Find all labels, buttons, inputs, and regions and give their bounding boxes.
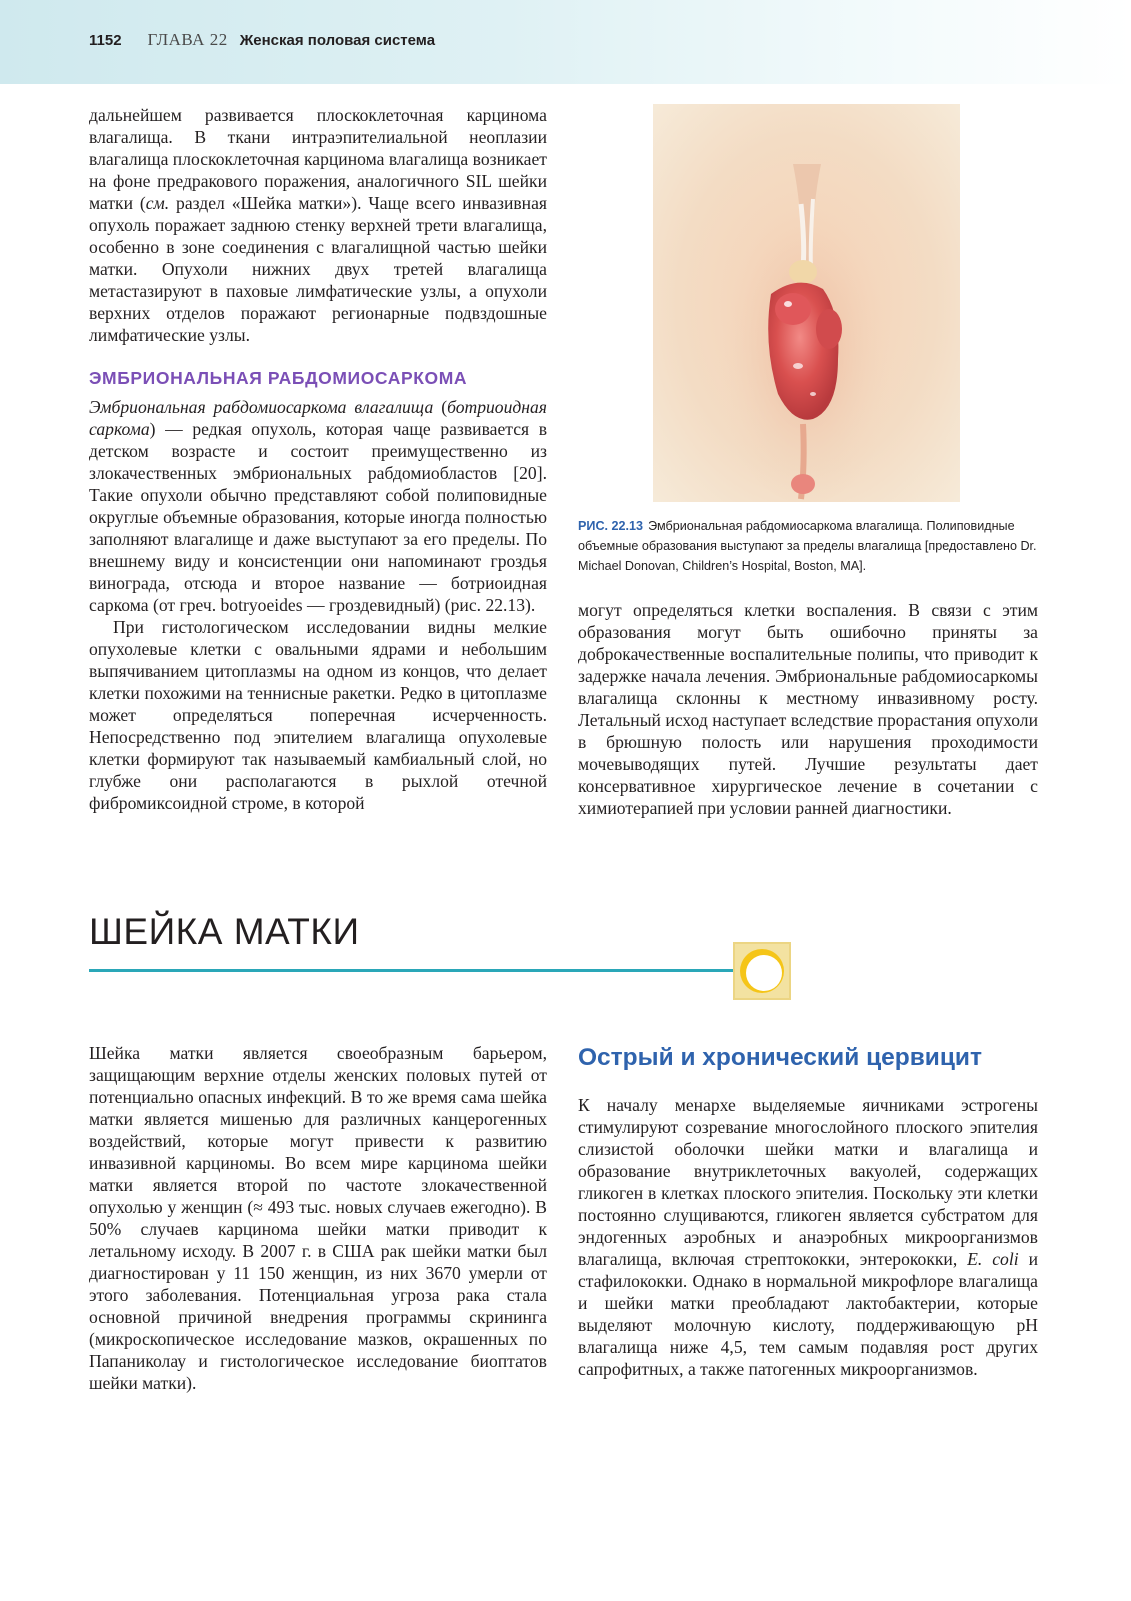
paragraph: При гистологическом исследовании видны мелкие опухолевые клетки с овальными ядрами и небольшим выпячиванием цитоплазмы на одном из концов, что делает клетки похожими на теннисные ракетки. Редко в цитоплазме может определяться поперечная исчерченность. Непосредственно под эпителием влагалища опухолевые клетки формируют так называемый камбиальный слой, но глубже они располагаются в рыхлой отечной фибромиксоидной строме, в которой: [89, 617, 547, 813]
paragraph: Шейка матки является своеобразным барьером, защищающим верхние отделы женских половых путей от потенциально опасных инфекций. В то же время сама шейка матки является мишенью для различных канцерогенных воздействий, которые могут привести к развитию инвазивной карциномы. Во всем мире карцинома шейки матки является второй по частоте злокачественной опухолью у женщин (≈ 493 тыс. новых случаев ежегодно). В 50% случаев карцинома шейки матки приводит к летальному исходу. В 2007 г. в США рак шейки матки был диагностирован у 11 150 женщин, из них 3670 умерли от этого заболевания. Потенциальная угроза рака стала основной причиной внедрения программы скрининга (микроскопическое исследование мазков, окрашенных по Папаниколау и гистологическое исследование биоптатов шейки матки).: [89, 1043, 547, 1393]
bottom-right-column: [578, 1094, 1038, 1380]
top-right-column: [578, 599, 1038, 819]
section-title: ШЕЙКА МАТКИ: [89, 911, 360, 952]
subheading-rhabdomyosarcoma: ЭМБРИОНАЛЬНАЯ РАБДОМИОСАРКОМА: [89, 368, 468, 388]
figure-label: РИС. 22.13: [578, 519, 644, 533]
chapter-title: Женская половая система: [239, 32, 436, 49]
figure-caption: [578, 516, 1040, 576]
bottom-left-column: [89, 1042, 547, 1394]
page-number: 1152: [89, 32, 122, 49]
figure-photo: [653, 104, 960, 502]
subsection-heading-cervicitis: Острый и хронический цервицит: [578, 1044, 982, 1071]
top-left-column: [89, 104, 547, 814]
paragraph: дальнейшем развивается плоскоклеточная карцинома влагалища. В ткани интраэпителиальной неоплазии влагалища плоскоклеточная карцинома влагалища возникает на фоне предракового поражения, аналогичного SIL шейки матки (см. раздел «Шейка матки»). Чаще всего инвазивная опухоль поражает заднюю стенку верхней трети влагалища, особенно в зоне соединения с влагалищной частью шейки матки. Опухоли нижних двух третей влагалища метастазируют в паховые лимфатические узлы, а опухоли верхних отделов поражают регионарные подвздошные лимфатические узлы.: [89, 105, 547, 345]
caption-text: Эмбриональная рабдомиосаркома влагалища. Полиповидные объемные образования выступают за пределы влагалища [предоставлено Dr. Michael Donovan, Children’s Hospital, Boston, MA].: [578, 519, 1037, 573]
section-marker-icon: [733, 942, 791, 1000]
paragraph: Эмбриональная рабдомиосаркома влагалища (ботриоидная саркома) — редкая опухоль, которая чаще развивается в детском возрасте и состоит преимущественно из злокачественных эмбриональных рабдомиобластов [20]. Такие опухоли обычно представляют собой полиповидные округлые объемные образования, которые иногда полностью заполняют влагалище и даже выступают за его пределы. По внешнему виду и консистенции они напоминают гроздья винограда, отсюда и второе название — ботриоидная саркома (от греч. botryoeides — гроздевидный) (рис. 22.13).: [89, 397, 547, 615]
paragraph: могут определяться клетки воспаления. В связи с этим образования могут быть ошибочно приняты за доброкачественные воспалительные полипы, что приводит к задержке начала лечения. Эмбриональные рабдомиосаркомы влагалища склонны к местному инвазивному росту. Летальный исход наступает вследствие прорастания опухоли в брюшную полость или нарушения проходимости мочевыводящих путей. Лучшие результаты дает консервативное хирургическое лечение в сочетании с химиотерапией при условии ранней диагностики.: [578, 600, 1038, 818]
running-head: [89, 28, 435, 52]
section-rule: [89, 969, 737, 972]
chapter-label: ГЛАВА 22: [147, 30, 228, 49]
paragraph: К началу менархе выделяемые яичниками эстрогены стимулируют созревание многослойного плоского эпителия слизистой оболочки шейки матки и влагалища и образование внутриклеточных вакуолей, содержащих гликоген в клетках плоского эпителия. Поскольку эти клетки постоянно слущиваются, гликоген является субстратом для эндогенных аэробных и анаэробных микроорганизмов влагалища, включая стрептококки, энтерококки, E. coli и стафилококки. Однако в нормальной микрофлоре влагалища и шейки матки преобладают лактобактерии, которые выделяют молочную кислоту, поддерживающую pH влагалища ниже 4,5, тем самым подавляя рост других сапрофитных, а также патогенных микроорганизмов.: [578, 1095, 1038, 1379]
